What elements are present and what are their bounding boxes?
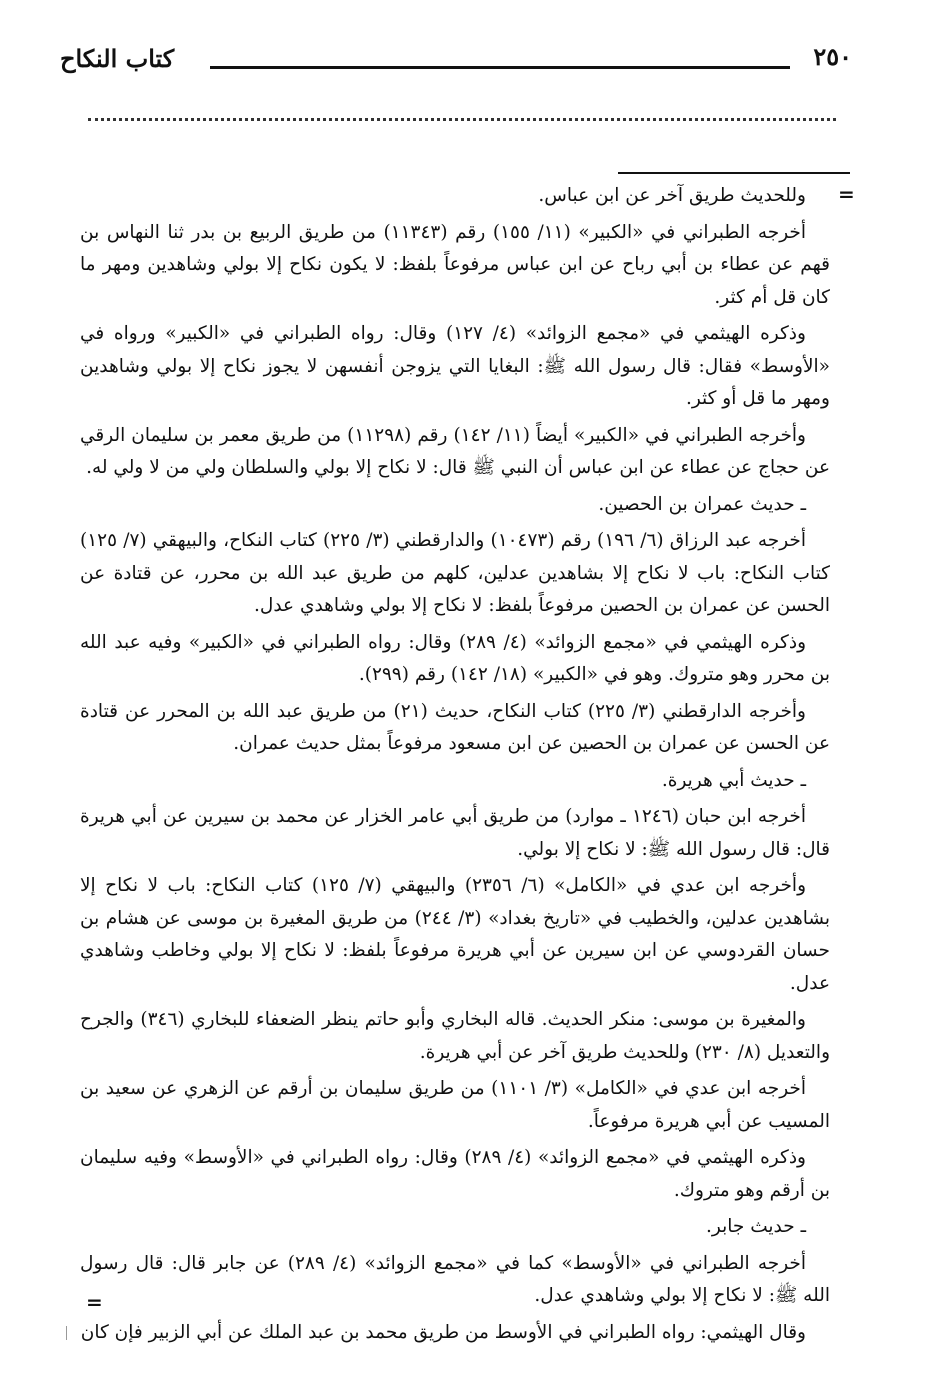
- footnote-text: [80, 180, 830, 1353]
- dotted-separator: [88, 118, 836, 121]
- paragraph: وأخرجه الدارقطني (٣/ ٢٢٥) كتاب النكاح، حديث (٢١) من طريق عبد الله بن المحرر عن قتادة عن الحسن عن عمران بن الحصين عن ابن مسعود مرفوعاً بمثل حديث عمران.: [80, 700, 830, 754]
- running-title: كتاب النكاح: [60, 44, 175, 73]
- continuation-mark-bottom: =: [86, 1290, 103, 1314]
- scan-mark: [66, 1326, 67, 1340]
- paragraph: وقال الهيثمي: رواه الطبراني في الأوسط من طريق محمد بن عبد الملك عن أبي الزبير فإن كان: [80, 1321, 806, 1343]
- section-heading: ـ حديث جابر.: [706, 1216, 806, 1237]
- page-header: [60, 40, 852, 80]
- paragraph: وأخرجه ابن عدي في «الكامل» (٦/ ٢٣٥٦) والبيهقي (٧/ ١٢٥) كتاب النكاح: باب لا نكاح إلا بشاهدين عدلين، والخطيب في «تاريخ بغداد» (٣/ ٢٤٤) من طريق المغيرة بن موسى عن هشام بن حسان القردوسي عن ابن سيرين عن أبي هريرة مرفوعاً بلفظ: لا نكاح إلا بولي وخاطب وشاهدي عدل.: [80, 875, 830, 994]
- paragraph: أخرجه عبد الرزاق (٦/ ١٩٦) رقم (١٠٤٧٣) والدارقطني (٣/ ٢٢٥) كتاب النكاح، والبيهقي (٧/ ١٢٥) كتاب النكاح: باب لا نكاح إلا بشاهدين عدلين، كلهم من طريق عبد الله بن محرر، عن قتادة عن الحسن عن عمران بن الحصين مرفوعاً بلفظ: لا نكاح إلا بولي وشاهدي عدل.: [80, 530, 830, 616]
- paragraph: وذكره الهيثمي في «مجمع الزوائد» (٤/ ٢٨٩) وقال: رواه الطبراني في «الكبير» وفيه عبد الله بن محرر وهو متروك. وهو في «الكبير» (١٨/ ١٤٢) رقم (٢٩٩).: [80, 631, 830, 685]
- paragraph: أخرجه الطبراني في «الأوسط» كما في «مجمع الزوائد» (٤/ ٢٨٩) عن جابر قال: قال رسول الله ﷺ: لا نكاح إلا بولي وشاهدي عدل.: [80, 1252, 830, 1306]
- paragraph: وأخرجه الطبراني في «الكبير» أيضاً (١١/ ١٤٢) رقم (١١٢٩٨) من طريق معمر بن سليمان الرقي عن حجاج عن عطاء عن ابن عباس أن النبي ﷺ قال: لا نكاح إلا بولي والسلطان ولي من لا ولي له.: [80, 424, 830, 478]
- paragraph: وللحديث طريق آخر عن ابن عباس.: [538, 185, 806, 206]
- page-number: ٢٥٠: [813, 42, 852, 71]
- paragraph: والمغيرة بن موسى: منكر الحديث. قاله البخاري وأبو حاتم ينظر الضعفاء للبخاري (٣٤٦) والجرح والتعديل (٨/ ٢٣٠) وللحديث طريق آخر عن أبي هريرة.: [80, 1009, 830, 1063]
- paragraph: أخرجه ابن عدي في «الكامل» (٣/ ١١٠١) من طريق سليمان بن أرقم عن الزهري عن سعيد بن المسيب عن أبي هريرة مرفوعاً.: [80, 1078, 830, 1132]
- header-rule: [210, 66, 790, 69]
- paragraph: وذكره الهيثمي في «مجمع الزوائد» (٤/ ١٢٧) وقال: رواه الطبراني في «الكبير» ورواه في «الأوسط» فقال: قال رسول الله ﷺ: البغايا التي يزوجن أنفسهن لا يجوز نكاح إلا بولي وشاهدين ومهر ما قل أو كثر.: [80, 323, 830, 409]
- footnote-separator: [618, 172, 850, 174]
- section-heading: ـ حديث أبي هريرة.: [661, 769, 806, 791]
- paragraph: وذكره الهيثمي في «مجمع الزوائد» (٤/ ٢٨٩) وقال: رواه الطبراني في «الأوسط» وفيه سليمان بن أرقم وهو متروك.: [80, 1147, 830, 1201]
- paragraph: أخرجه الطبراني في «الكبير» (١١/ ١٥٥) رقم (١١٣٤٣) من طريق الربيع بن بدر ثنا النهاس بن قهم عن عطاء بن أبي رباح عن ابن عباس مرفوعاً بلفظ: لا يكون نكاح إلا بولي وشاهدين ومهر ما كان قل أم كثر.: [80, 221, 830, 308]
- section-heading: ـ حديث عمران بن الحصين.: [598, 493, 806, 515]
- paragraph: أخرجه ابن حبان (١٢٤٦ ـ موارد) من طريق أبي عامر الخزار عن محمد بن سيرين عن أبي هريرة قال: قال رسول الله ﷺ: لا نكاح إلا بولي.: [80, 806, 830, 860]
- continuation-mark-top: =: [838, 182, 855, 206]
